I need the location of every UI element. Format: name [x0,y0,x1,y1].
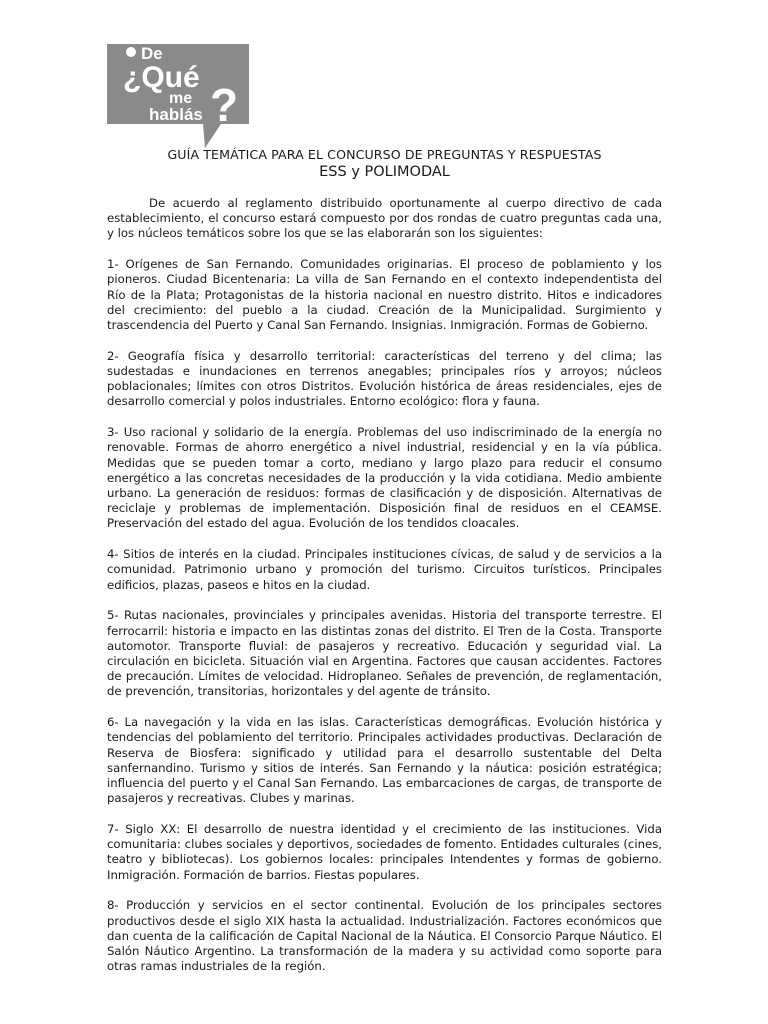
logo-speech-dot [126,47,136,57]
logo-text-hablas: hablás [149,105,203,124]
logo [107,44,249,149]
section-7-paragraph: 7- Siglo XX: El desarrollo de nuestra identidad y el crecimiento de las instituciones. Vida comunitaria: clubes sociales y deportivos, sociedades de fomento. Entidades culturales (cines, teatro y bibliotecas). Los gobiernos locales: principales Intendentes y formas de gobierno. Inmigración. Formación de barrios. Fiestas populares. [107,822,662,882]
logo-text-me: me [169,90,193,107]
logo-text-que: ¿Qué [123,61,200,94]
section-5-paragraph: 5- Rutas nacionales, provinciales y principales avenidas. Historia del transporte terrestre. El ferrocarril: historia e impacto en las distintas zonas del distrito. El Tren de la Costa. Transporte automotor. Transporte fluvial: de pasajeros y recreativo. Educación y seguridad vial. La circulación en bicicleta. Situación vial en Argentina. Factores que causan accidentes. Factores de precaución. Límites de velocidad. Hidroplaneo. Señales de prevención, de reglamentación, de prevención, transitorias, horizontales y del agente de tránsito. [107,608,662,699]
document-body [107,196,662,990]
title-main: GUÍA TEMÁTICA PARA EL CONCURSO DE PREGUNTAS Y RESPUESTAS [167,147,602,162]
logo-text-de: De [141,44,163,63]
section-2-paragraph: 2- Geografía física y desarrollo territorial: características del terreno y del clima; las sudestadas e inundaciones en terrenos anegables; principales ríos y arroyos; núcleos poblacionales; límites con otros Distritos. Evolución histórica de áreas residenciales, ejes de desarrollo comercial y polos industriales. Entorno ecológico: flora y fauna. [107,348,662,409]
section-4-paragraph: 4- Sitios de interés en la ciudad. Principales instituciones cívicas, de salud y de servicios a la comunidad. Patrimonio urbano y promoción del turismo. Circuitos turísticos. Principales edificios, plazas, paseos e hitos en la ciudad. [107,547,662,592]
section-6-paragraph: 6- La navegación y la vida en las islas. Características demográficas. Evolución histórica y tendencias del poblamiento del territorio. Principales actividades productivas. Declaración de Reserva de Biosfera: significado y utilidad para el desarrollo sustentable del Delta sanfernandino. Turismo y sitios de interés. San Fernando y la náutica: posición estratégica; influencia del puerto y el Canal San Fernando. Las embarcaciones de cargas, de transporte de pasajeros y recreativas. Clubes y marinas. [107,715,662,806]
intro-paragraph: De acuerdo al reglamento distribuido oportunamente al cuerpo directivo de cada establecimiento, el concurso estará compuesto por dos rondas de cuatro preguntas cada una, y los núcleos temáticos sobre los que se las elaborarán son los siguientes: [107,196,662,241]
section-3-paragraph: 3- Uso racional y solidario de la energía. Problemas del uso indiscriminado de la energía no renovable. Formas de ahorro energético a nivel industrial, residencial y en la vía pública. Medidas que se pueden tomar a corto, mediano y largo plazo para reducir el consumo energético a las concretas necesidades de la producción y la vida cotidiana. Medio ambiente urbano. La generación de residuos: formas de clasificación y de disposición. Alternativas de reciclaje y problemas de implementación. Disposición final de residuos en el CEAMSE. Preservación del estado del agua. Evolución de los tendidos cloacales. [107,425,662,531]
logo-question-mark: ? [210,79,239,131]
section-1-paragraph: 1- Orígenes de San Fernando. Comunidades originarias. El proceso de poblamiento y los pioneros. Ciudad Bicentenaria: La villa de San Fernando en el contexto independentista del Río de la Plata; Protagonistas de la historia nacional en nuestro distrito. Hitos e indicadores del crecimiento: del pueblo a la ciudad. Creación de la Municipalidad. Surgimiento y trascendencia del Puerto y Canal San Fernando. Insignias. Inmigración. Formas de Gobierno. [107,257,662,333]
document-title [107,147,662,181]
title-subtitle: ESS y POLIMODAL [319,164,450,180]
section-8-paragraph: 8- Producción y servicios en el sector continental. Evolución de los principales sectores productivos desde el siglo XIX hasta la actualidad. Industrialización. Factores económicos que dan cuenta de la calificación de Capital Nacional de la Náutica. El Consorcio Parque Náutico. El Salón Náutico Argentino. La transformación de la madera y su actividad como soporte para otras ramas industriales de la región. [107,898,662,974]
